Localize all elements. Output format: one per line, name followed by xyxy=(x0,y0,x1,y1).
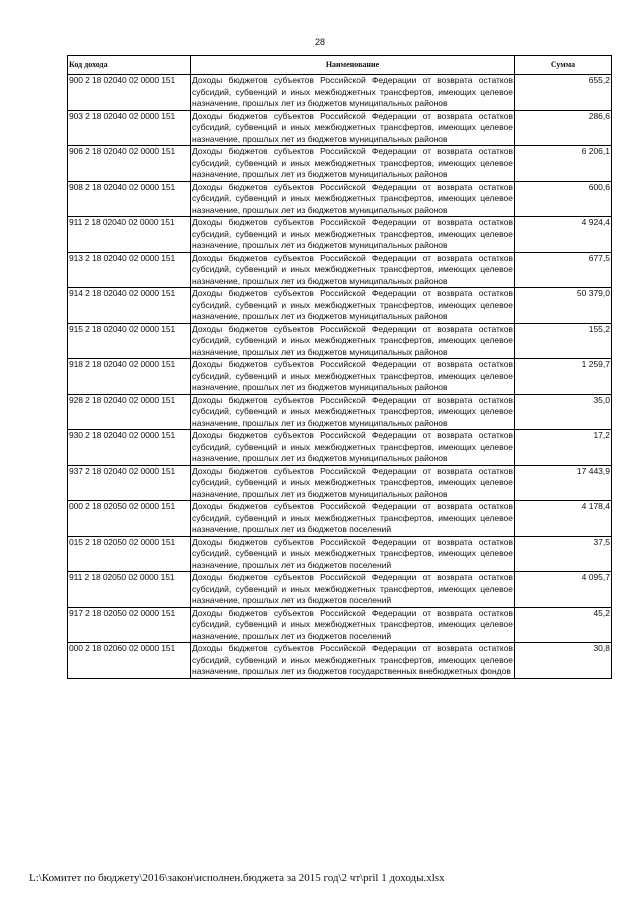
revenue-code-cell: 900 2 18 02040 02 0000 151 xyxy=(68,75,191,111)
revenue-code-cell: 918 2 18 02040 02 0000 151 xyxy=(68,359,191,395)
table-row xyxy=(68,643,612,679)
revenue-name-cell: Доходы бюджетов субъектов Российской Федерации от возврата остатков субсидий, субвенций и иных межбюджетных трансфертов, имеющих целевое назначение, прошлых лет из бюджетов муниципальных районов xyxy=(192,430,513,463)
header-row xyxy=(68,56,612,75)
table-row xyxy=(68,465,612,501)
header-name: Наименование xyxy=(191,56,515,75)
header-code: Код дохода xyxy=(68,56,191,75)
table-row xyxy=(68,607,612,643)
revenue-name-cell: Доходы бюджетов субъектов Российской Федерации от возврата остатков субсидий, субвенций и иных межбюджетных трансфертов, имеющих целевое назначение, прошлых лет из бюджетов муниципальных районов xyxy=(192,465,513,499)
amount-cell: 35,0 xyxy=(515,394,612,430)
revenue-code-cell: 908 2 18 02040 02 0000 151 xyxy=(68,181,191,217)
table-row xyxy=(68,394,612,430)
table-row xyxy=(68,430,612,466)
amount-cell: 50 379,0 xyxy=(515,288,612,324)
revenue-code-cell: 000 2 18 02050 02 0000 151 xyxy=(68,501,191,537)
revenue-name-cell: Доходы бюджетов субъектов Российской Федерации от возврата остатков субсидий, субвенций и иных межбюджетных трансфертов, имеющих целевое назначение, прошлых лет из бюджетов муниципальных районов xyxy=(192,75,513,108)
table-header xyxy=(68,56,612,75)
revenue-name-cell: Доходы бюджетов субъектов Российской Федерации от возврата остатков субсидий, субвенций и иных межбюджетных трансфертов, имеющих целевое назначение, прошлых лет из бюджетов государственных внебюджетных фондов xyxy=(192,643,513,676)
table-row xyxy=(68,323,612,359)
amount-cell: 45,2 xyxy=(515,607,612,643)
amount-cell: 4 924,4 xyxy=(515,217,612,253)
revenue-code-cell: 915 2 18 02040 02 0000 151 xyxy=(68,323,191,359)
amount-cell: 600,6 xyxy=(515,181,612,217)
revenue-name-cell: Доходы бюджетов субъектов Российской Федерации от возврата остатков субсидий, субвенций и иных межбюджетных трансфертов, имеющих целевое назначение, прошлых лет из бюджетов поселений xyxy=(192,607,513,641)
revenue-code-cell: 914 2 18 02040 02 0000 151 xyxy=(68,288,191,324)
revenue-name-cell: Доходы бюджетов субъектов Российской Федерации от возврата остатков субсидий, субвенций и иных межбюджетных трансфертов, имеющих целевое назначение, прошлых лет из бюджетов муниципальных районов xyxy=(192,110,513,144)
amount-cell: 30,8 xyxy=(515,643,612,679)
table-row xyxy=(68,217,612,253)
table-row xyxy=(68,146,612,182)
amount-cell: 655,2 xyxy=(515,75,612,111)
header-amount: Сумма xyxy=(515,56,612,75)
revenue-code-cell: 906 2 18 02040 02 0000 151 xyxy=(68,146,191,182)
table-row xyxy=(68,359,612,395)
table-row xyxy=(68,110,612,146)
table-row xyxy=(68,572,612,608)
table-body xyxy=(68,75,612,679)
revenue-table xyxy=(67,55,612,679)
amount-cell: 286,6 xyxy=(515,110,612,146)
revenue-name-cell: Доходы бюджетов субъектов Российской Федерации от возврата остатков субсидий, субвенций и иных межбюджетных трансфертов, имеющих целевое назначение, прошлых лет из бюджетов муниципальных районов xyxy=(192,217,513,250)
table-row xyxy=(68,288,612,324)
page-number: 28 xyxy=(314,37,325,47)
table-row xyxy=(68,75,612,111)
table-row xyxy=(68,501,612,537)
revenue-code-cell: 903 2 18 02040 02 0000 151 xyxy=(68,110,191,146)
amount-cell: 17 443,9 xyxy=(515,465,612,501)
revenue-name-cell: Доходы бюджетов субъектов Российской Федерации от возврата остатков субсидий, субвенций и иных межбюджетных трансфертов, имеющих целевое назначение, прошлых лет из бюджетов муниципальных районов xyxy=(192,323,513,357)
revenue-code-cell: 911 2 18 02040 02 0000 151 xyxy=(68,217,191,253)
revenue-name-cell: Доходы бюджетов субъектов Российской Федерации от возврата остатков субсидий, субвенций и иных межбюджетных трансфертов, имеющих целевое назначение, прошлых лет из бюджетов поселений xyxy=(192,572,513,605)
revenue-code-cell: 911 2 18 02050 02 0000 151 xyxy=(68,572,191,608)
amount-cell: 677,5 xyxy=(515,252,612,288)
revenue-code-cell: 937 2 18 02040 02 0000 151 xyxy=(68,465,191,501)
revenue-code-cell: 015 2 18 02050 02 0000 151 xyxy=(68,536,191,572)
amount-cell: 4 178,4 xyxy=(515,501,612,537)
revenue-name-cell: Доходы бюджетов субъектов Российской Федерации от возврата остатков субсидий, субвенций и иных межбюджетных трансфертов, имеющих целевое назначение, прошлых лет из бюджетов муниципальных районов xyxy=(192,288,513,321)
amount-cell: 6 206,1 xyxy=(515,146,612,182)
revenue-code-cell: 917 2 18 02050 02 0000 151 xyxy=(68,607,191,643)
revenue-name-cell: Доходы бюджетов субъектов Российской Федерации от возврата остатков субсидий, субвенций и иных межбюджетных трансфертов, имеющих целевое назначение, прошлых лет из бюджетов муниципальных районов xyxy=(192,394,513,428)
file-path-footer: L:\Комитет по бюджету\2016\закон\исполнен.бюджета за 2015 год\2 чт\pril 1 доходы.xlsx xyxy=(29,872,445,884)
revenue-code-cell: 913 2 18 02040 02 0000 151 xyxy=(68,252,191,288)
amount-cell: 1 259,7 xyxy=(515,359,612,395)
revenue-code-cell: 000 2 18 02060 02 0000 151 xyxy=(68,643,191,679)
revenue-name-cell: Доходы бюджетов субъектов Российской Федерации от возврата остатков субсидий, субвенций и иных межбюджетных трансфертов, имеющих целевое назначение, прошлых лет из бюджетов поселений xyxy=(192,536,513,570)
table-row xyxy=(68,536,612,572)
revenue-name-cell: Доходы бюджетов субъектов Российской Федерации от возврата остатков субсидий, субвенций и иных межбюджетных трансфертов, имеющих целевое назначение, прошлых лет из бюджетов муниципальных районов xyxy=(192,252,513,286)
revenue-name-cell: Доходы бюджетов субъектов Российской Федерации от возврата остатков субсидий, субвенций и иных межбюджетных трансфертов, имеющих целевое назначение, прошлых лет из бюджетов муниципальных районов xyxy=(192,359,513,392)
table-row xyxy=(68,252,612,288)
revenue-name-cell: Доходы бюджетов субъектов Российской Федерации от возврата остатков субсидий, субвенций и иных межбюджетных трансфертов, имеющих целевое назначение, прошлых лет из бюджетов муниципальных районов xyxy=(192,146,513,179)
revenue-name-cell: Доходы бюджетов субъектов Российской Федерации от возврата остатков субсидий, субвенций и иных межбюджетных трансфертов, имеющих целевое назначение, прошлых лет из бюджетов муниципальных районов xyxy=(192,181,513,215)
amount-cell: 4 095,7 xyxy=(515,572,612,608)
amount-cell: 17,2 xyxy=(515,430,612,466)
amount-cell: 155,2 xyxy=(515,323,612,359)
table-row xyxy=(68,181,612,217)
revenue-name-cell: Доходы бюджетов субъектов Российской Федерации от возврата остатков субсидий, субвенций и иных межбюджетных трансфертов, имеющих целевое назначение, прошлых лет из бюджетов поселений xyxy=(192,501,513,534)
revenue-code-cell: 930 2 18 02040 02 0000 151 xyxy=(68,430,191,466)
revenue-code-cell: 928 2 18 02040 02 0000 151 xyxy=(68,394,191,430)
amount-cell: 37,5 xyxy=(515,536,612,572)
